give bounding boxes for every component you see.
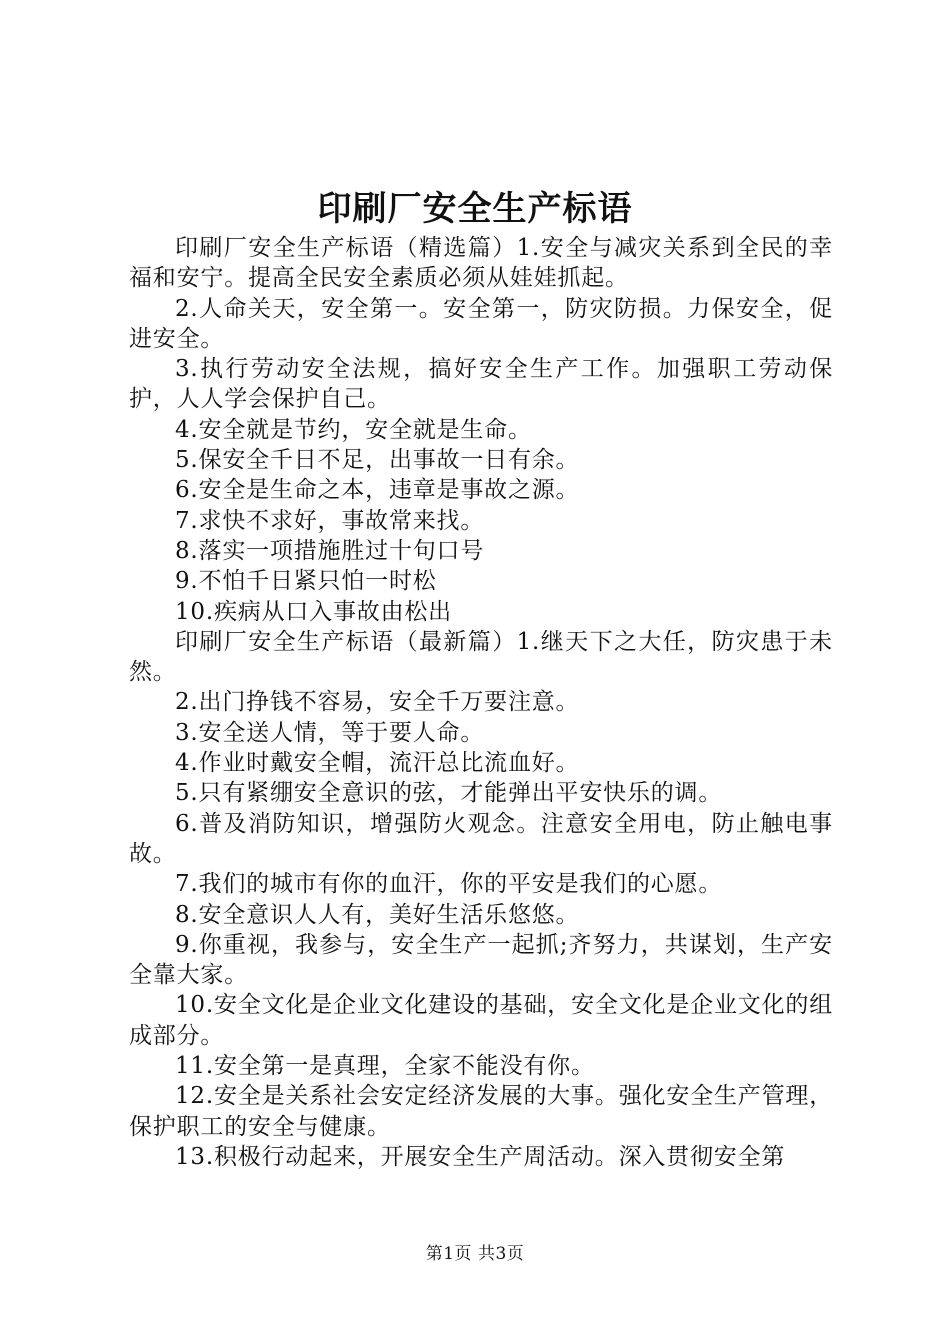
paragraph: 7.我们的城市有你的血汗，你的平安是我们的心愿。	[175, 871, 723, 898]
paragraph: 11.安全第一是真理，全家不能没有你。	[175, 1053, 595, 1080]
paragraph: 13.积极行动起来，开展安全生产周活动。深入贯彻安全第	[175, 1143, 786, 1170]
paragraph: 9.不怕千日紧只怕一时松	[175, 568, 437, 595]
paragraph: 印刷厂安全生产标语（精选篇）1.安全与减灾关系到全民的幸福和安宁。提高全民安全素质必须从娃娃抓起。	[129, 235, 833, 292]
document-title: 印刷厂安全生产标语	[317, 189, 633, 229]
paragraph: 7.求快不求好，事故常来找。	[175, 507, 485, 534]
paragraph: 10.疾病从口入事故由松出	[175, 598, 452, 625]
paragraph: 2.人命关天，安全第一。安全第一，防灾防损。力保安全，促进安全。	[129, 295, 833, 352]
paragraph: 12.安全是关系社会安定经济发展的大事。强化安全生产管理，保护职工的安全与健康。	[129, 1083, 833, 1140]
paragraph: 5.保安全千日不足，出事故一日有余。	[175, 447, 580, 474]
paragraph: 3.执行劳动安全法规，搞好安全生产工作。加强职工劳动保护，人人学会保护自己。	[129, 356, 833, 413]
document-body	[129, 233, 833, 1172]
paragraph: 8.安全意识人人有，美好生活乐悠悠。	[175, 901, 580, 928]
paragraph: 5.只有紧绷安全意识的弦，才能弹出平安快乐的调。	[175, 780, 723, 807]
paragraph: 9.你重视，我参与，安全生产一起抓;齐努力，共谋划，生产安全靠大家。	[129, 931, 833, 989]
paragraph: 10.安全文化是企业文化建设的基础，安全文化是企业文化的组成部分。	[129, 992, 833, 1049]
paragraph: 2.出门挣钱不容易，安全千万要注意。	[175, 689, 580, 716]
paragraph: 4.作业时戴安全帽，流汗总比流血好。	[175, 750, 580, 777]
paragraph: 8.落实一项措施胜过十句口号	[175, 537, 485, 564]
paragraph: 印刷厂安全生产标语（最新篇）1.继天下之大任，防灾患于未然。	[129, 628, 833, 686]
paragraph: 6.安全是生命之本，违章是事故之源。	[175, 477, 580, 504]
paragraph: 6.普及消防知识，增强防火观念。注意安全用电，防止触电事故。	[129, 810, 833, 867]
paragraph: 3.安全送人情，等于要人命。	[175, 719, 485, 746]
paragraph: 4.安全就是节约，安全就是生命。	[175, 416, 532, 443]
page-indicator: 第1页 共3页	[425, 1244, 525, 1264]
